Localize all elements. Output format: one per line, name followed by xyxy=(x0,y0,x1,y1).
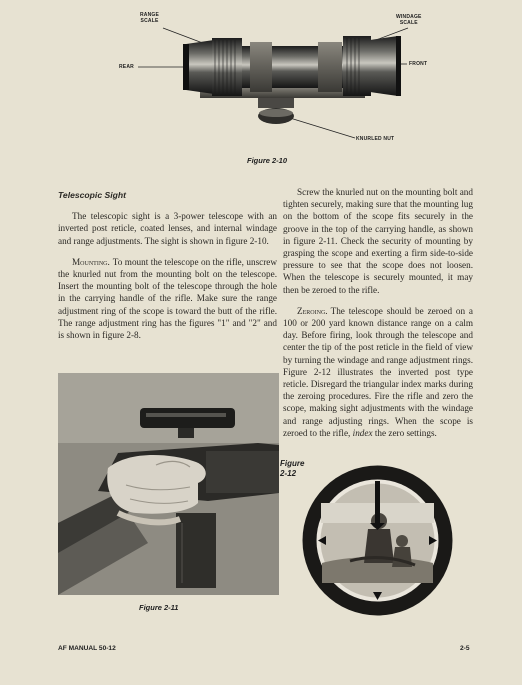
mounting-body: To mount the telescope on the rifle, unscrew the knurled nut from the mounting bolt on the telescope. Insert the mounting bolt of the telescope through the hole in the carrying handle of the rifle. Make sure the range adjustment ring of the scope is toward the butt of the rifle. The range adjustment ring has the figures "1" and "2" and is shown in figure 2-8. xyxy=(58,256,277,341)
figure-2-12-reticle-view xyxy=(300,463,455,618)
knurled-nut-paragraph: Screw the knurled nut on the mounting bolt and tighten securely, making sure that the mounting lug on the bottom of the scope fits securely in the groove in the top of the carrying handle, as shown in figure 2-11. Check the security of mounting by grasping the scope and exerting a firm side-to-side pressure to see that the scope does not loosen. When the telescope is securely mounted, it may then be zeroed to the rifle. xyxy=(283,187,473,295)
zeroing-body-b: the zero settings. xyxy=(374,427,437,438)
reticle-illustration xyxy=(300,463,455,618)
zeroing-lead: Zeroing. xyxy=(297,305,328,316)
telescope-illustration xyxy=(0,0,522,175)
rifle-photo-illustration xyxy=(58,373,279,595)
callout-rear: REAR xyxy=(119,64,134,70)
mounting-paragraph xyxy=(58,256,277,341)
figure-2-12-label: Figure 2-12 xyxy=(280,459,305,478)
callout-front: FRONT xyxy=(409,61,428,67)
intro-paragraph: The telescopic sight is a 3-power telescope with an inverted post reticle, coated lenses, and internal windage and range adjustments. The sight is shown in figure 2-10. xyxy=(58,211,277,246)
figure-2-10 xyxy=(0,0,522,175)
figure-2-10-caption: Figure 2-10 xyxy=(247,156,288,165)
figure-2-11-caption: Figure 2-11 xyxy=(139,603,179,612)
mounting-lead: Mounting. xyxy=(72,256,110,267)
right-column xyxy=(283,186,473,448)
left-column xyxy=(58,189,277,350)
section-heading: Telescopic Sight xyxy=(58,190,126,200)
callout-windage-scale: WINDAGE SCALE xyxy=(396,14,422,26)
callout-knurled-nut: KNURLED NUT xyxy=(356,136,395,142)
zeroing-body-a: The telescope should be zeroed on a 100 or 200 yard known distance range on a calm day. Before firing, look through the telescope and center the tip of the post reticle in the field of view by turning the windage and range adjustment rings. Figure 2-12 illustrates the inverted post type reticle. Disregard the triangular index marks during the zeroing procedures. Fire the rifle and zero the scope, making sight adjustments with the windage and range adjusting rings. When the scope is zeroed to the rifle, xyxy=(283,305,473,438)
callout-range-scale: RANGE SCALE xyxy=(140,12,160,24)
footer-manual-id: AF MANUAL 50-12 xyxy=(58,645,116,652)
figure-2-11-photo xyxy=(58,373,279,595)
zeroing-paragraph xyxy=(283,305,473,439)
zeroing-emphasis: index xyxy=(352,427,373,438)
footer-page-number: 2-5 xyxy=(460,645,470,652)
